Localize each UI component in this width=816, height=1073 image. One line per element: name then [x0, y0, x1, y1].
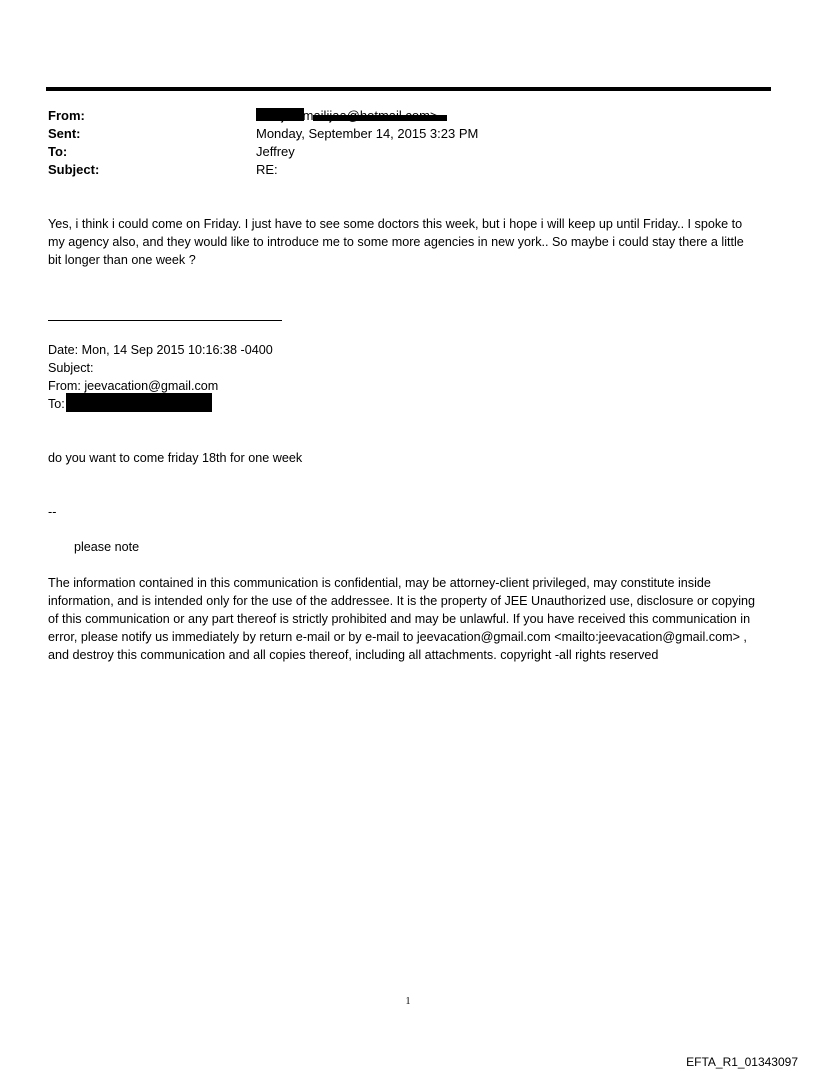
- to-label: To:: [48, 144, 68, 159]
- quoted-date: Date: Mon, 14 Sep 2015 10:16:38 -0400: [48, 343, 273, 357]
- page-number: 1: [405, 996, 411, 1007]
- please-note: please note: [74, 540, 140, 554]
- sent-label: Sent:: [48, 126, 81, 141]
- to-value: Jeffrey: [256, 144, 295, 159]
- bates-number: EFTA_R1_01343097: [686, 1055, 798, 1069]
- subject-label: Subject:: [48, 162, 100, 177]
- sent-value: Monday, September 14, 2015 3:23 PM: [256, 126, 479, 141]
- quoted-message: do you want to come friday 18th for one week: [48, 451, 303, 465]
- quote-separator: [48, 320, 282, 321]
- reply-body: Yes, i think i could come on Friday. I just have to see some doctors this week, but i hope i will keep up until Friday.. I spoke to my agency also, and they would like to introduce me to some more agencies in new york.. So maybe i could stay there a little bit longer than one week ?: [48, 217, 744, 267]
- redaction-box: [66, 393, 212, 412]
- header-rule: [46, 87, 771, 91]
- disclaimer: The information contained in this communication is confidential, may be attorney-client privileged, may constitute inside information, and is intended only for the use of the addressee. It is the property of JEE Unauthorized use, disclosure or copying of this communication or any part thereof is strictly prohibited and may be unlawful. If you have received this communication in error, please notify us immediately by return e-mail or by e-mail to jeevacation@gmail.com <mailto:jeevacation@gmail.com> , and destroy this communication and all copies thereof, including all attachments. copyright -all rights reserved: [48, 576, 756, 662]
- from-label: From:: [48, 108, 85, 123]
- subject-value: RE:: [256, 162, 278, 177]
- quoted-to: To:: [48, 397, 65, 411]
- redaction-box: [256, 108, 304, 121]
- quoted-subject: Subject:: [48, 361, 94, 375]
- signature-dashes: --: [48, 505, 57, 519]
- quoted-from: From: jeevacation@gmail.com: [48, 379, 219, 393]
- redaction-box: [313, 115, 447, 121]
